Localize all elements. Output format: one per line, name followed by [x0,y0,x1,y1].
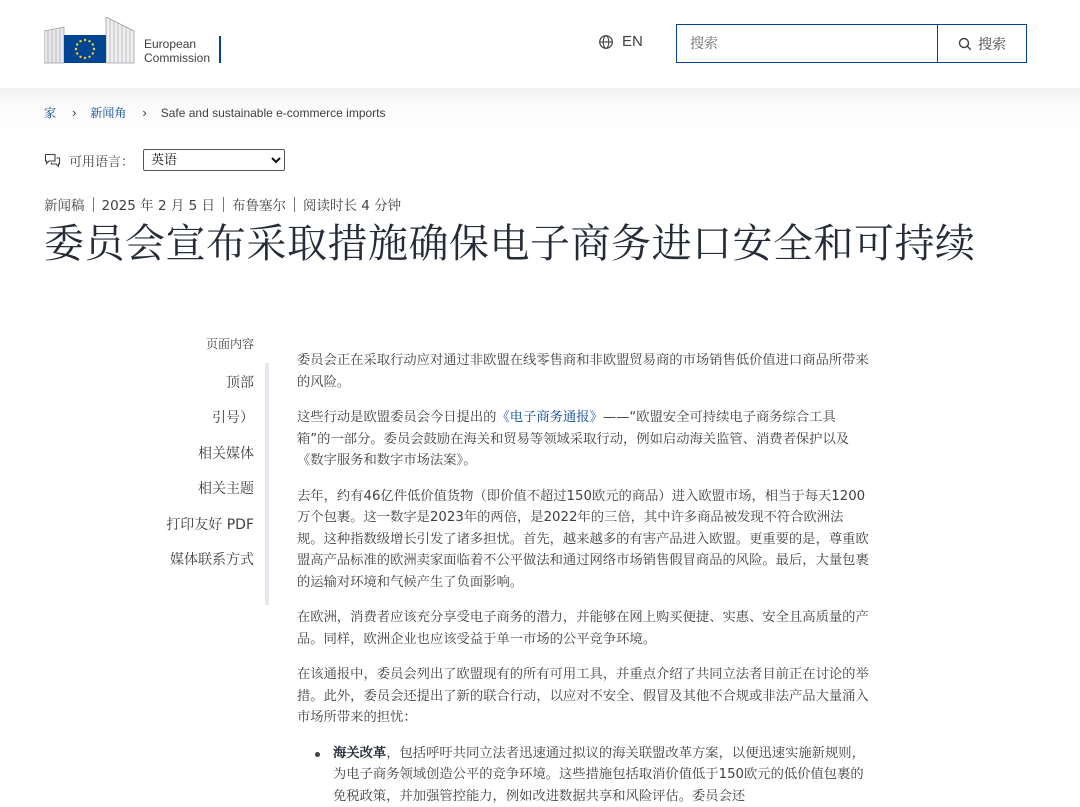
ecommerce-communication-link[interactable]: 《电子商务通报》 [496,410,602,425]
bullet-text: ，包括呼吁共同立法者迅速通过拟议的海关联盟改革方案，以便迅速实施新规则，为电子商务领域创造公平的竞争环境。这些措施包括取消价值低于150欧元的低价值包裹的免税政策，并加强管控能力，例如改进数据共享和风险评估。委员会还 [333,746,865,804]
toc-item-media-contacts[interactable]: 媒体联系方式 [170,549,254,569]
paragraph-4: 在欧洲，消费者应该充分享受电子商务的潜力，并能够在网上购买便捷、实惠、安全且高质量的产品。同样，欧洲企业也应该受益于单一市场的公平竞争环境。 [297,607,869,650]
meta-divider [223,197,224,212]
paragraph-3: 去年，约有46亿件低价值货物（即价值不超过150欧元的商品）进入欧盟市场，相当于每天1200万个包裹。这一数字是2023年的两倍，是2022年的三倍，其中许多商品被发现不符合欧洲法规。这种指数级增长引发了诸多担忧。首先，越来越多的有害产品进入欧盟。更重要的是，尊重欧盟高产品标准的欧洲卖家面临着不公平做法和通过网络市场销售假冒商品的风险。最后，大量包裹的运输对环境和气候产生了负面影响。 [297,486,869,594]
search-input[interactable] [677,25,938,62]
meta-place: 布鲁塞尔 [232,194,286,214]
paragraph-2-text: ——“欧盟安全可持续电子商务综合工具箱”的一部分。委员会鼓励在海关和贸易等领域采取行动，例如启动海关监管、消费者保护以及《数字服务和数字市场法案》。 [297,410,849,468]
bullet-heading: 海关改革 [333,746,386,761]
paragraph-2 [297,407,869,472]
toc-item-top[interactable]: 顶部 [226,372,254,392]
meta-type: 新闻稿 [44,194,85,214]
toc-heading: 页面内容 [206,335,254,352]
toc-item-related-media[interactable]: 相关媒体 [198,443,254,463]
search-form [676,24,1027,63]
site-header [0,0,1080,88]
toc-rail [265,363,269,605]
logo-wordmark [144,37,210,65]
chevron-right-icon: › [72,105,76,120]
language-select[interactable] [143,149,285,171]
paragraph-5: 在该通报中，委员会列出了欧盟现有的所有可用工具，并重点介绍了共同立法者目前正在讨论的举措。此外，委员会还提出了新的联合行动，以应对不安全、假冒及其他不合规或非法产品大量涌入市场所带来的担忧： [297,664,869,729]
ec-logo-icon [44,17,144,67]
search-icon [958,37,972,51]
logo-line-2: Commission [144,51,210,65]
breadcrumb [44,104,386,121]
breadcrumb-newsroom-link[interactable]: 新闻角 [90,104,126,121]
breadcrumb-home-link[interactable]: 家 [44,104,56,121]
meta-divider [294,197,295,212]
logo-divider [219,36,221,63]
speech-bubbles-icon [44,153,61,168]
globe-icon [598,34,614,50]
european-commission-logo[interactable] [44,17,234,67]
toc-item-print-pdf[interactable]: 打印友好 PDF [166,514,254,534]
chevron-right-icon: › [142,105,146,120]
article-meta [44,194,401,214]
page-title: 委员会宣布采取措施确保电子商务进口安全和可持续 [44,220,1044,268]
meta-divider [93,197,94,212]
toc-item-related-topics[interactable]: 相关主题 [198,478,254,498]
list-item [333,743,869,807]
meta-date: 2025 年 2 月 5 日 [102,194,216,214]
paragraph-1: 委员会正在采取行动应对通过非欧盟在线零售商和非欧盟贸易商的市场销售低价值进口商品所带来的风险。 [297,350,869,393]
language-switcher[interactable] [598,33,643,50]
measures-list [297,743,869,807]
search-button[interactable] [938,25,1026,62]
logo-line-1: European [144,37,210,51]
available-languages-label: 可用语言： [69,151,134,170]
available-languages [44,149,285,171]
paragraph-2-text: 这些行动是欧盟委员会今日提出的 [297,410,496,425]
language-code: EN [622,33,643,50]
toc-item-quotes[interactable]: 引号） [212,407,254,427]
article-body [297,350,869,807]
meta-reading-time: 阅读时长 4 分钟 [303,194,401,214]
search-button-label: 搜索 [978,34,1006,54]
breadcrumb-current: Safe and sustainable e-commerce imports [161,106,386,120]
